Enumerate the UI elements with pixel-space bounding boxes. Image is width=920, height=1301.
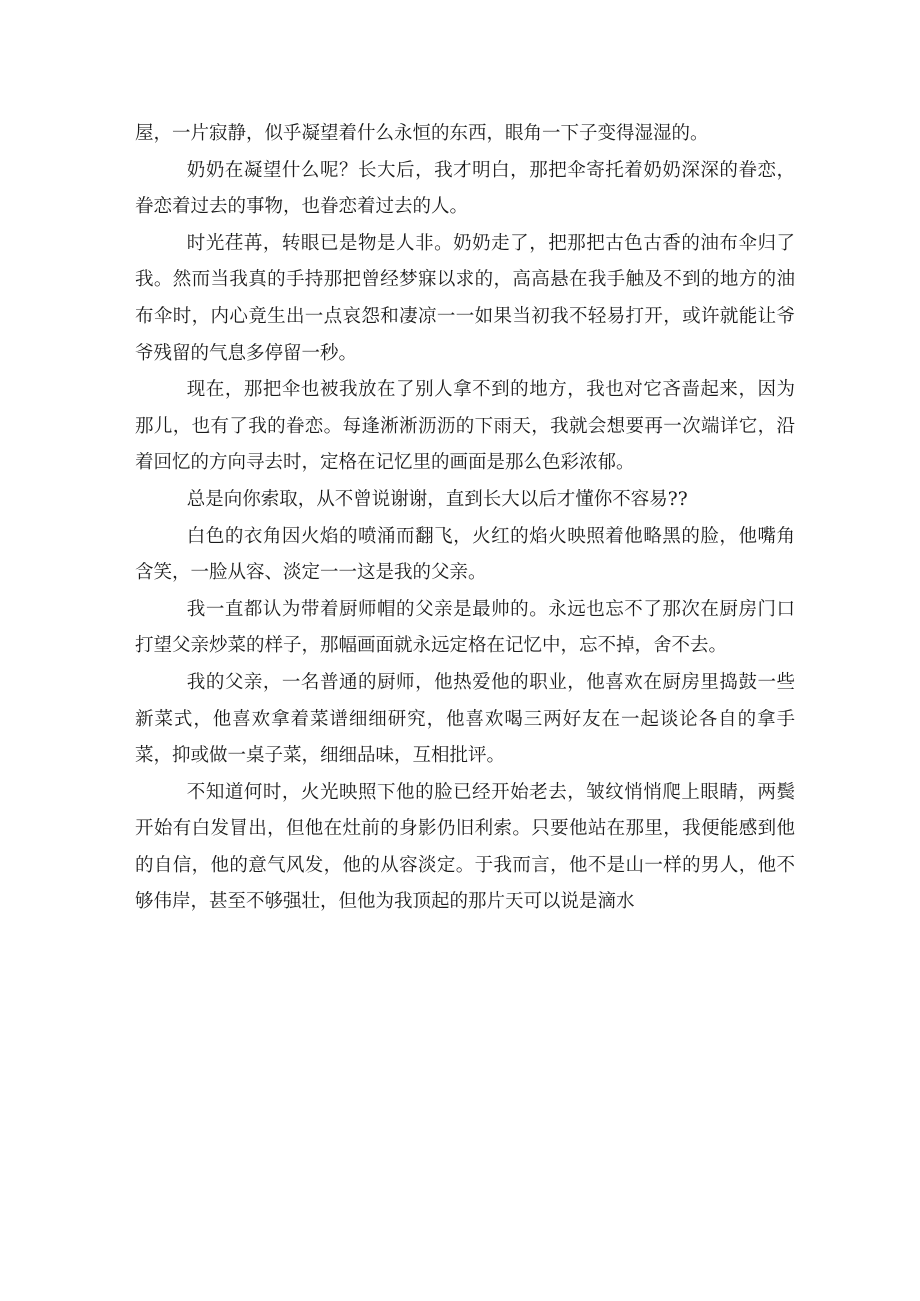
- paragraph-2: 奶奶在凝望什么呢？长大后，我才明白，那把伞寄托着奶奶深深的眷恋，眷恋着过去的事物，也眷恋着过去的人。: [135, 159, 795, 218]
- paragraph-8: 我的父亲，一名普通的厨师，他热爱他的职业，他喜欢在厨房里捣鼓一些新菜式，他喜欢拿着菜谱细细研究，他喜欢喝三两好友在一起谈论各自的拿手菜，抑或做一桌子菜，细细品味，互相批评。: [135, 671, 795, 767]
- document-body: [135, 116, 795, 921]
- paragraph-1: 屋，一片寂静，似乎凝望着什么永恒的东西，眼角一下子变得湿湿的。: [135, 123, 709, 144]
- paragraph-4: 现在，那把伞也被我放在了别人拿不到的地方，我也对它吝啬起来，因为那儿，也有了我的眷恋。每逢淅淅沥沥的下雨天，我就会想要再一次端详它，沿着回忆的方向寻去时，定格在记忆里的画面是那么色彩浓郁。: [135, 379, 795, 474]
- paragraph-6: 白色的衣角因火焰的喷涌而翻飞，火红的焰火映照着他略黑的脸，他嘴角含笑，一脸从容、淡定一一这是我的父亲。: [135, 525, 795, 584]
- paragraph-7: 我一直都认为带着厨师帽的父亲是最帅的。永远也忘不了那次在厨房门口打望父亲炒菜的样子，那幅画面就永远定格在记忆中，忘不掉，舍不去。: [135, 598, 795, 657]
- paragraph-5: 总是向你索取，从不曾说谢谢，直到长大以后才懂你不容易??: [186, 488, 688, 510]
- paragraph-3: 时光荏苒，转眼已是物是人非。奶奶走了，把那把古色古香的油布伞归了我。然而当我真的手持那把曾经梦寐以求的，高高悬在我手触及不到的地方的油布伞时，内心竟生出一点哀怨和凄凉一一如果当初我不轻易打开，或许就能让爷爷残留的气息多停留一秒。: [135, 232, 795, 364]
- paragraph-9: 不知道何时，火光映照下他的脸已经开始老去，皱纹悄悄爬上眼睛，两鬓开始有白发冒出，但他在灶前的身影仍旧利索。只要他站在那里，我便能感到他的自信，他的意气风发，他的从容淡定。于我而言，他不是山一样的男人，他不够伟岸，甚至不够强壮，但他为我顶起的那片天可以说是滴水: [135, 781, 795, 913]
